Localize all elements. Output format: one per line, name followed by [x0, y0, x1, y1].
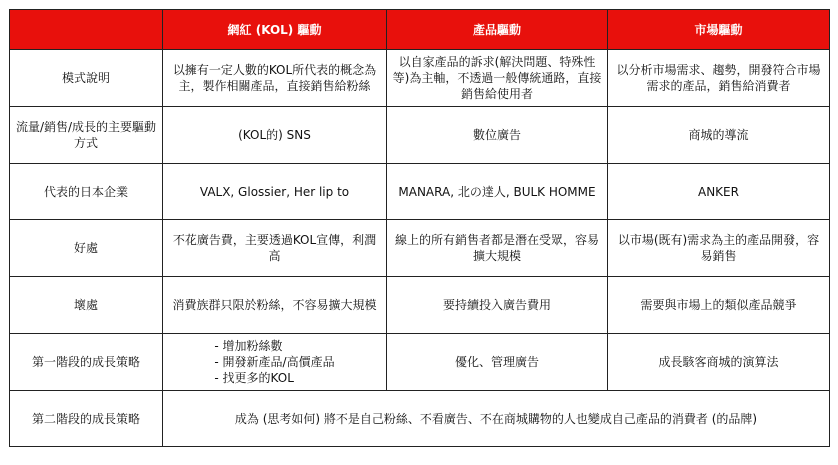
cell-product-stage1-strategy: 優化、管理廣告 — [387, 334, 608, 391]
row-label-advantages: 好處 — [10, 220, 163, 277]
header-corner — [10, 10, 163, 50]
row-label-japanese-companies: 代表的日本企業 — [10, 164, 163, 220]
list-item: - 增加粉絲數 — [214, 339, 283, 353]
cell-market-advantages: 以市場(既有)需求為主的產品開發，容易銷售 — [608, 220, 830, 277]
cell-product-growth-driver: 數位廣告 — [387, 107, 608, 164]
row-growth-driver — [10, 107, 830, 164]
row-advantages — [10, 220, 830, 277]
header-market-driven: 市場驅動 — [608, 10, 830, 50]
cell-market-model-description: 以分析市場需求、趨勢，開發符合市場需求的產品，銷售給消費者 — [608, 50, 830, 107]
cell-market-japanese-companies: ANKER — [608, 164, 830, 220]
row-stage2-strategy — [10, 391, 830, 447]
cell-market-growth-driver: 商城的導流 — [608, 107, 830, 164]
comparison-table — [9, 9, 830, 447]
cell-kol-japanese-companies: VALX, Glossier, Her lip to — [163, 164, 387, 220]
row-model-description — [10, 50, 830, 107]
header-product-driven: 產品驅動 — [387, 10, 608, 50]
row-label-growth-driver: 流量/銷售/成長的主要驅動方式 — [10, 107, 163, 164]
cell-product-disadvantages: 要持續投入廣告費用 — [387, 277, 608, 334]
kol-stage1-bullet-list — [214, 338, 334, 386]
list-item: - 開發新產品/高價產品 — [214, 355, 335, 369]
cell-market-disadvantages: 需要與市場上的類似產品競爭 — [608, 277, 830, 334]
cell-market-stage1-strategy: 成長駭客商城的演算法 — [608, 334, 830, 391]
row-stage1-strategy — [10, 334, 830, 391]
header-row — [10, 10, 830, 50]
cell-product-model-description: 以自家產品的訴求(解決問題、特殊性等)為主軸，不透過一般傳統通路，直接銷售給使用者 — [387, 50, 608, 107]
cell-kol-growth-driver: (KOL的) SNS — [163, 107, 387, 164]
row-japanese-companies — [10, 164, 830, 220]
cell-kol-advantages: 不花廣告費，主要透過KOL宣傳，利潤高 — [163, 220, 387, 277]
header-kol-driven: 網紅 (KOL) 驅動 — [163, 10, 387, 50]
row-label-stage2-strategy: 第二階段的成長策略 — [10, 391, 163, 447]
row-label-model-description: 模式說明 — [10, 50, 163, 107]
cell-kol-model-description: 以擁有一定人數的KOL所代表的概念為主，製作相關產品，直接銷售給粉絲 — [163, 50, 387, 107]
cell-kol-disadvantages: 消費族群只限於粉絲，不容易擴大規模 — [163, 277, 387, 334]
row-disadvantages — [10, 277, 830, 334]
cell-kol-stage1-strategy — [163, 334, 387, 391]
row-label-stage1-strategy: 第一階段的成長策略 — [10, 334, 163, 391]
row-label-disadvantages: 壞處 — [10, 277, 163, 334]
cell-stage2-strategy-merged: 成為 (思考如何) 將不是自己粉絲、不看廣告、不在商城購物的人也變成自己產品的消費者 (的品牌) — [163, 391, 830, 447]
cell-product-japanese-companies: MANARA, 北の達人, BULK HOMME — [387, 164, 608, 220]
cell-product-advantages: 線上的所有銷售者都是潛在受眾，容易擴大規模 — [387, 220, 608, 277]
list-item: - 找更多的KOL — [214, 371, 294, 385]
